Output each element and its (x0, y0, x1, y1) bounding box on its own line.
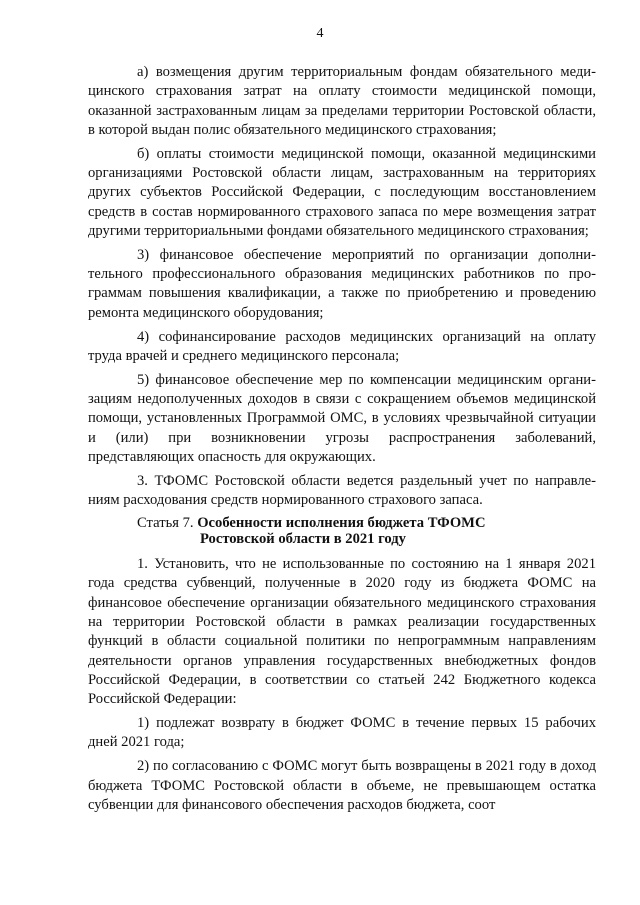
article-label: Статья 7. (137, 515, 198, 532)
article-title-line2: Ростовской области в 2021 году (200, 531, 406, 548)
paragraph-clause-1: 1. Установить, что не использованные по состоянию на 1 января 2021 года средства субвенций, полученные в 2020 году из бюджета ФОМС на финансовое обеспечение организации обязательного медицинского страхования на территории Ростовской области в рамках реализации государственных функций в области социальной политики по непрограммным направлениям деятельности органов управления государственных внебюджетных фондов Российской Федерации, в соответствии со статьей 242 Бюджетного кодекса Российской Федерации: (88, 556, 596, 708)
document-body (88, 63, 596, 820)
paragraph-2a: а) возмещения другим территориальным фондам обязательного медицинского страхования затрат на оплату стоимости медицинской помощи, оказанной застрахованным лицам за пределами территории Ростовской области, в которой выдан полис обязательного медицинского страхования; (88, 64, 596, 138)
paragraph-2b: б) оплаты стоимости медицинской помощи, оказанной медицинскими организациями Ростовской области лицам, застрахованным на территориях других субъектов Российской Федерации, с последующим восстановлением средств в состав нормированного страхового запаса по мере возмещения затрат другими территориальными фондами обязательного медицинского страхования; (88, 145, 596, 239)
paragraph-item-4: 4) софинансирование расходов медицинских организаций на оплату труда врачей и среднего медицинского персонала; (88, 328, 596, 364)
paragraph-clause-3: 3. ТФОМС Ростовской области ведется раздельный учет по направлениям расходования средств нормированного страхового запаса. (88, 472, 596, 509)
paragraph-item-5: 5) финансовое обеспечение мер по компенсации медицинским организациям недополученных доходов в связи с сокращением объемов медицинской помощи, установленных Программой ОМС, в условиях чрезвычайной ситуации и (или) при возникновении угрозы распространения заболеваний, представляющих опасность для окружающих. (88, 371, 596, 466)
paragraph-subitem-1: 1) подлежат возврату в бюджет ФОМС в течение первых 15 рабочих дней 2021 года; (88, 715, 596, 751)
article-title-line1: Особенности исполнения бюджета ТФОМС (197, 515, 486, 532)
page-number: 4 (316, 26, 324, 41)
paragraph-subitem-2: 2) по согласованию с ФОМС могут быть возвращены в 2021 году в доход бюджета ТФОМС Ростовской области в объеме, не превышающем остатка субвенции для финансового обеспечения расходов бюджета, соот (88, 758, 596, 813)
article-heading (88, 515, 596, 547)
paragraph-item-3: 3) финансовое обеспечение мероприятий по организации дополнительного профессионального образования медицинских работников по программам повышения квалификации, а также по приобретению и проведению ремонта медицинского оборудования; (88, 246, 596, 321)
